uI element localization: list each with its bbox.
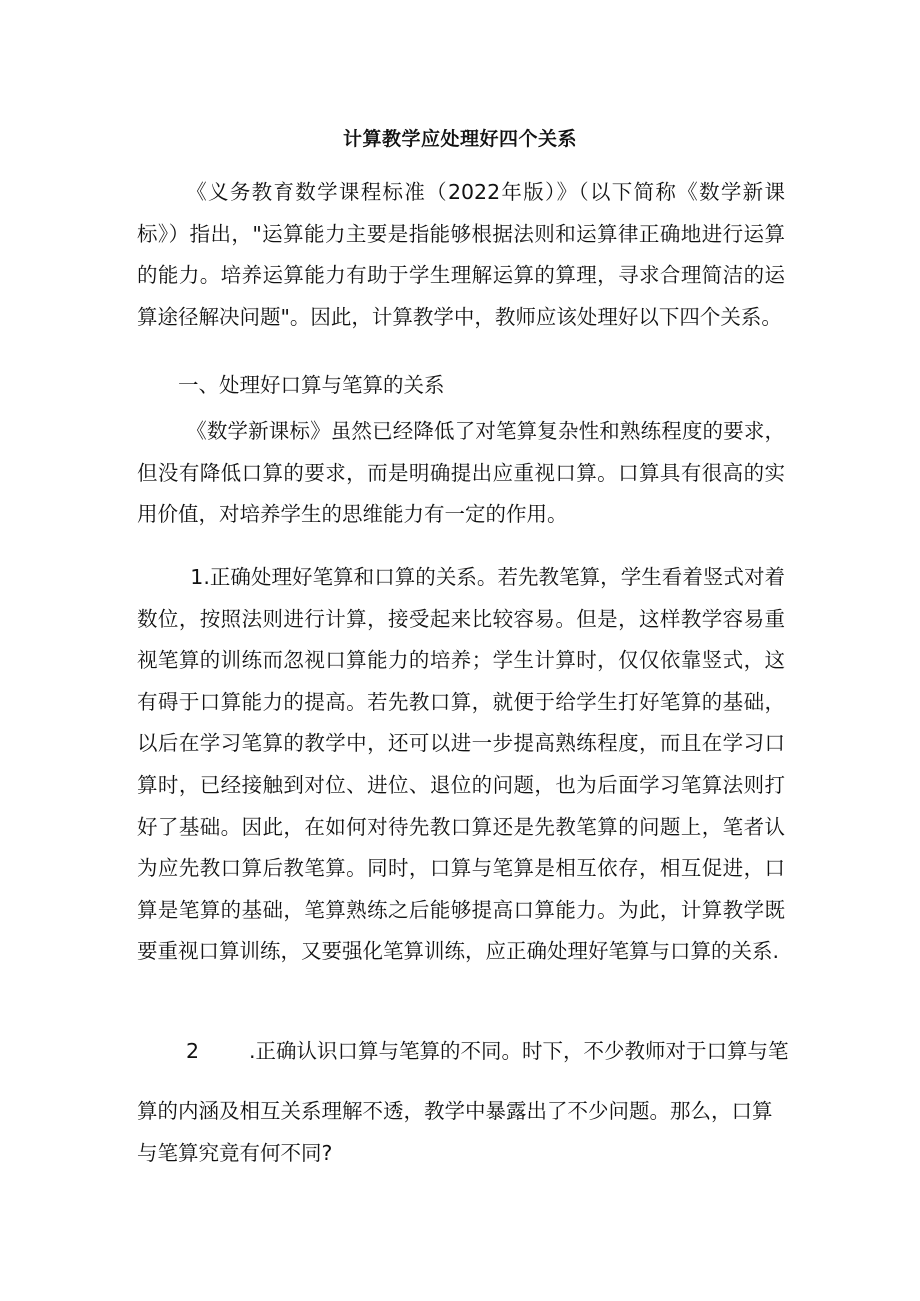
document-title: 计算教学应处理好四个关系 [342,128,577,150]
point-2-first-text: .正确认识口算与笔算的不同。时下，不少教师对于口算与笔 [249,1039,789,1063]
point-2-first-line [186,1031,789,1073]
point-1-paragraph: 1.正确处理好笔算和口算的关系。若先教笔算，学生看着竖式对着数位，按照法则进行计算，接受起来比较容易。但是，这样教学容易重视笔算的训练而忽视口算能力的培养；学生计算时，仅仅依靠竖式，这有碍于口算能力的提高。若先教口算，就便于给学生打好笔算的基础，以后在学习笔算的教学中，还可以进一步提高熟练程度，而且在学习口算时，已经接触到对位、进位、退位的问题，也为后面学习笔算法则打好了基础。因此，在如何对待先教口算还是先教笔算的问题上，笔者认为应先教口算后教笔算。同时，口算与笔算是相互依存，相互促进，口算是笔算的基础，笔算熟练之后能够提高口算能力。为此，计算教学既要重视口算训练，又要强化笔算训练，应正确处理好笔算与口算的关系. [137,565,785,964]
intro-paragraph: 《义务教育数学课程标准（2022年版）》（以下简称《数学新课标》）指出，"运算能力主要是指能够根据法则和运算律正确地进行运算的能力。培养运算能力有助于学生理解运算的算理，寻求合理简洁的运算途径解决问题"。因此，计算教学中，教师应该处理好以下四个关系。 [137,180,785,329]
section-heading: 一、处理好口算与笔算的关系 [178,373,445,397]
point-2-number: 2 [186,1039,200,1063]
section-paragraph: 《数学新课标》虽然已经降低了对笔算复杂性和熟练程度的要求，但没有降低口算的要求，而是明确提出应重视口算。口算具有很高的实用价值，对培养学生的思维能力有一定的作用。 [137,419,785,527]
point-2-continuation: 算的内涵及相互关系理解不透，教学中暴露出了不少问题。那么，口算与笔算究竟有何不同? [137,1099,773,1165]
